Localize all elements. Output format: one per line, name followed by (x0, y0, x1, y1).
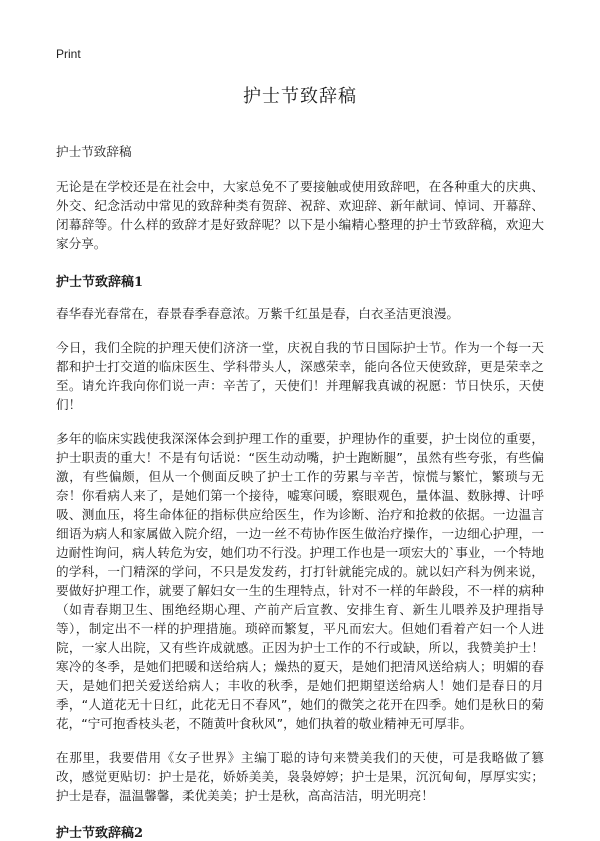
section-1-paragraph-4: 在那里，我要借用《女子世界》主编丁聪的诗句来赞美我们的天使，可是我略做了篡改，感觉更贴切：护士是花，娇娇美美，袅袅婷婷；护士是果，沉沉甸甸，厚厚实实；护士是春，温温馨馨，柔优美美；护士是秋，高高洁洁，明光明亮！ (56, 750, 544, 803)
document-subtitle: 护士节致辞稿 (56, 144, 132, 159)
document-title: 护士节致辞稿 (243, 86, 357, 107)
section-1-paragraph-2: 今日，我们全院的护理天使们济济一堂，庆祝自我的节日国际护士节。作为一个每一天都和护士打交道的临床医生、学科带头人，深感荣幸，能向各位天使致辞，更是荣幸之至。请允许我向你们说一声：辛苦了，天使们！并理解我真诚的祝愿：节日快乐，天使们！ (56, 340, 544, 412)
section-1-paragraph-3: 多年的临床实践使我深深体会到护理工作的重要，护理协作的重要，护士岗位的重要，护士职责的重大！不是有句话说：“医生动动嘴，护士跑断腿”，虽然有些夸张，有些偏激，有些偏颇，但从一个侧面反映了护士工作的劳累与辛苦，惊慌与繁忙，繁琐与无奈！你看病人来了，是她们第一个接待，嘘寒问暖，察眼观色，量体温、数脉搏、计呼吸、测血压，将生命体征的指标供应给医生，作为诊断、治疗和抢救的依据。一边温言细语为病人和家属做入院介绍，一边一丝不苟协作医生做治疗操作，一边细心护理，一边耐性询问，病人转危为安，她们功不行没。护理工作也是一项宏大的`事业，一个特地的学科，一门精深的学问，不只是发发药，打打针就能完成的。就以妇产科为例来说，要做好护理工作，就要了解妇女一生的生理特点，针对不一样的年龄段，不一样的病种（如青春期卫生、围绝经期心理、产前产后宣教、安排生育、新生儿喂养及护理指导等），制定出不一样的护理措施。琐碎而繁复，平凡而宏大。但她们看着产妇一个人进院，一家人出院，又有些许成就感。正因为护士工作的不行或缺，所以，我赞美护士！寒冷的冬季，是她们把暖和送给病人；燥热的夏天，是她们把清风送给病人；明媚的春天，是她们把关爱送给病人；丰收的秋季，是她们把期望送给病人！她们是春日的月季，“人道花无十日红，此花无日不春风”，她们的微笑之花开在四季。她们是秋日的菊花，“宁可抱香枝头老，不随黄叶食秋风”，她们执着的敬业精神无可厚非。 (56, 431, 544, 731)
intro-paragraph: 无论是在学校还是在社会中，大家总免不了要接触或使用致辞吧，在各种重大的庆典、外交、纪念活动中常见的致辞种类有贺辞、祝辞、欢迎辞、新年献词、悼词、开幕辞、闭幕辞等。什么样的致辞才是好致辞呢？以下是小编精心整理的护士节致辞稿，欢迎大家分享。 (56, 179, 544, 251)
section-heading-1: 护士节致辞稿1 (56, 275, 144, 290)
section-1-paragraph-1: 春华春光春常在，春景春季春意浓。万紫千红虽是春，白衣圣洁更浪漫。 (56, 306, 459, 321)
section-heading-2: 护士节致辞稿2 (56, 826, 144, 841)
print-link[interactable]: Print (56, 47, 81, 61)
